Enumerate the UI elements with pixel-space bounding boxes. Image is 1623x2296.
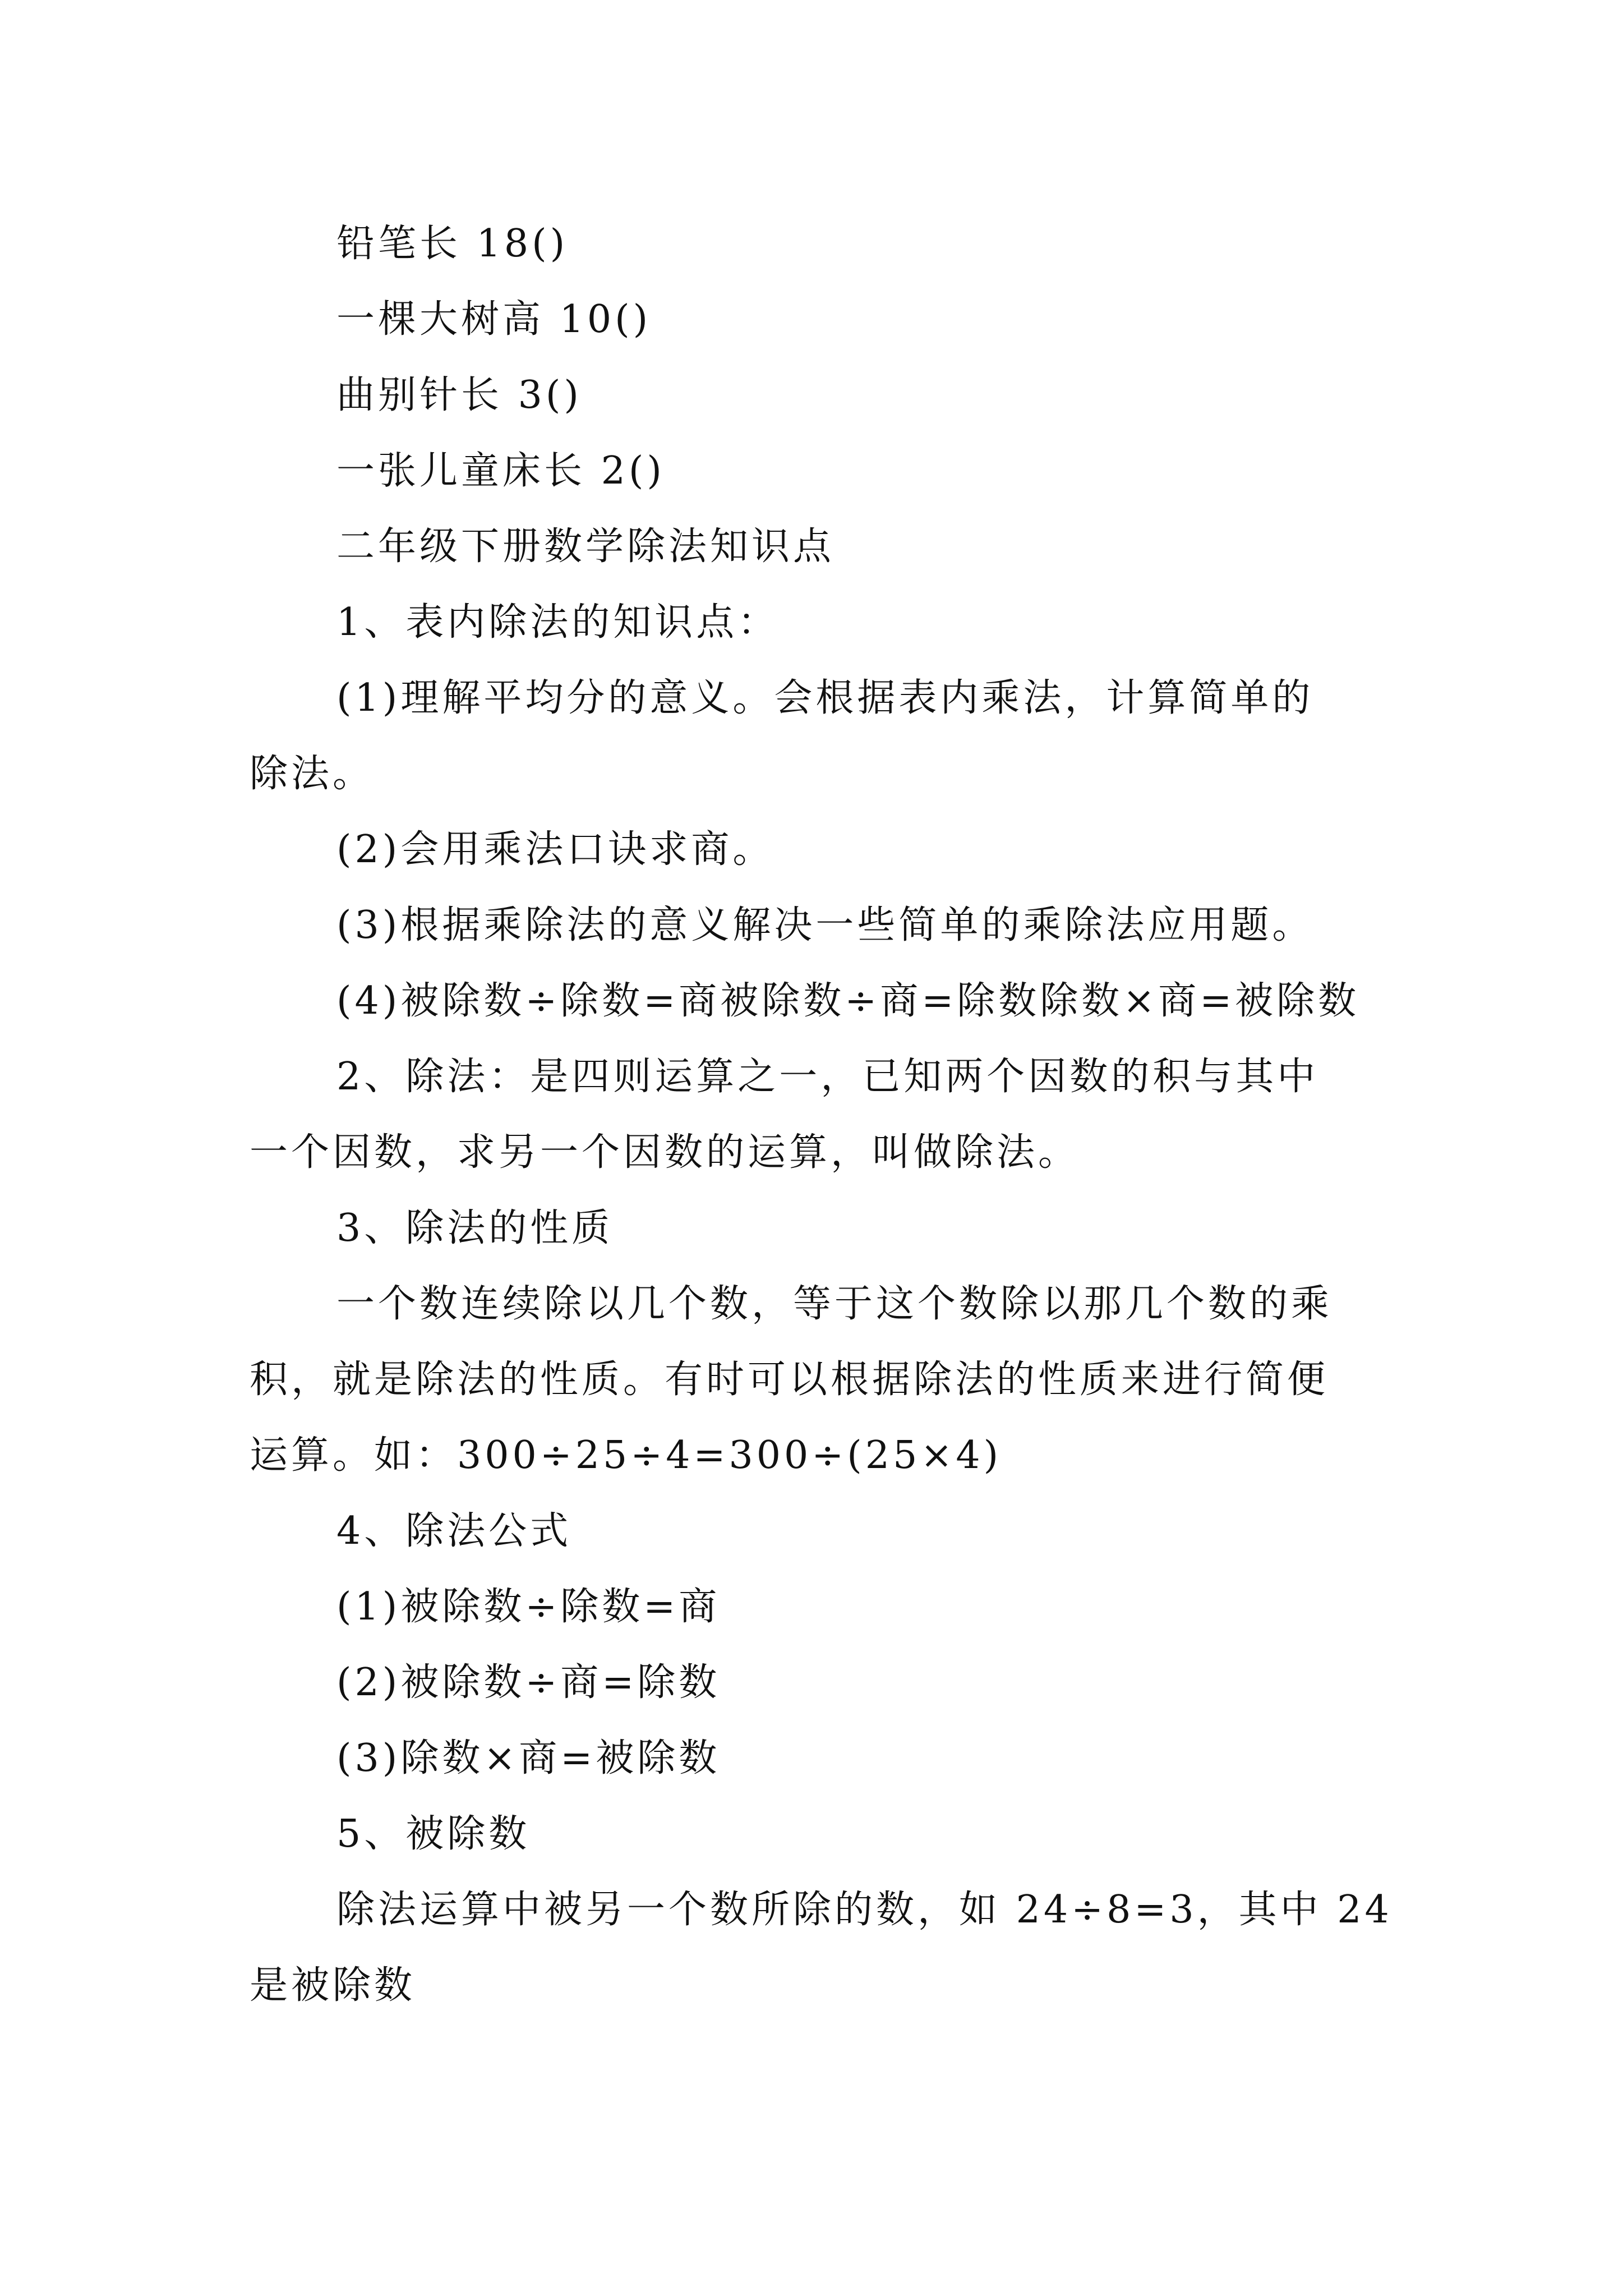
paragraph-division-definition-line-2: 一个因数，求另一个因数的运算，叫做除法。 [250, 1130, 1080, 1175]
paragraph-division-definition-line-1: 2、除法：是四则运算之一，已知两个因数的积与其中 [336, 1055, 1319, 1099]
paragraph-item-1-line-1: (1)理解平均分的意义。会根据表内乘法，计算简单的 [336, 676, 1314, 720]
heading-table-division: 1、表内除法的知识点： [336, 600, 780, 645]
heading-dividend: 5、被除数 [336, 1812, 531, 1856]
paragraph-item-4: (4)被除数÷除数=商被除数÷商=除数除数×商=被除数 [336, 979, 1360, 1023]
paragraph-properties-line-1: 一个数连续除以几个数，等于这个数除以那几个数的乘 [336, 1282, 1333, 1326]
paragraph-item-2: (2)会用乘法口诀求商。 [336, 827, 774, 872]
heading-division-formulas: 4、除法公式 [336, 1509, 572, 1553]
paragraph-dividend-line-1: 除法运算中被另一个数所除的数，如 24÷8=3，其中 24 [336, 1888, 1393, 1932]
paragraph-item-3: (3)根据乘除法的意义解决一些简单的乘除法应用题。 [336, 903, 1314, 947]
formula-item-2: (2)被除数÷商=除数 [336, 1660, 721, 1705]
heading-division-properties: 3、除法的性质 [336, 1206, 614, 1250]
text-line-paperclip-length: 曲别针长 3() [336, 373, 582, 417]
text-line-tree-height: 一棵大树高 10() [336, 297, 652, 342]
text-line-pencil-length: 铅笔长 18() [336, 222, 569, 266]
paragraph-properties-line-2: 积，就是除法的性质。有时可以根据除法的性质来进行简便 [250, 1358, 1329, 1402]
paragraph-properties-line-3: 运算。如：300÷25÷4=300÷(25×4) [250, 1433, 1002, 1478]
text-line-bed-length: 一张儿童床长 2() [336, 449, 665, 493]
paragraph-item-1-line-2: 除法。 [250, 752, 375, 796]
formula-item-1: (1)被除数÷除数=商 [336, 1585, 721, 1629]
formula-item-3: (3)除数×商=被除数 [336, 1736, 721, 1780]
section-title-division-knowledge: 二年级下册数学除法知识点 [336, 524, 835, 569]
paragraph-dividend-line-2: 是被除数 [250, 1963, 416, 2008]
